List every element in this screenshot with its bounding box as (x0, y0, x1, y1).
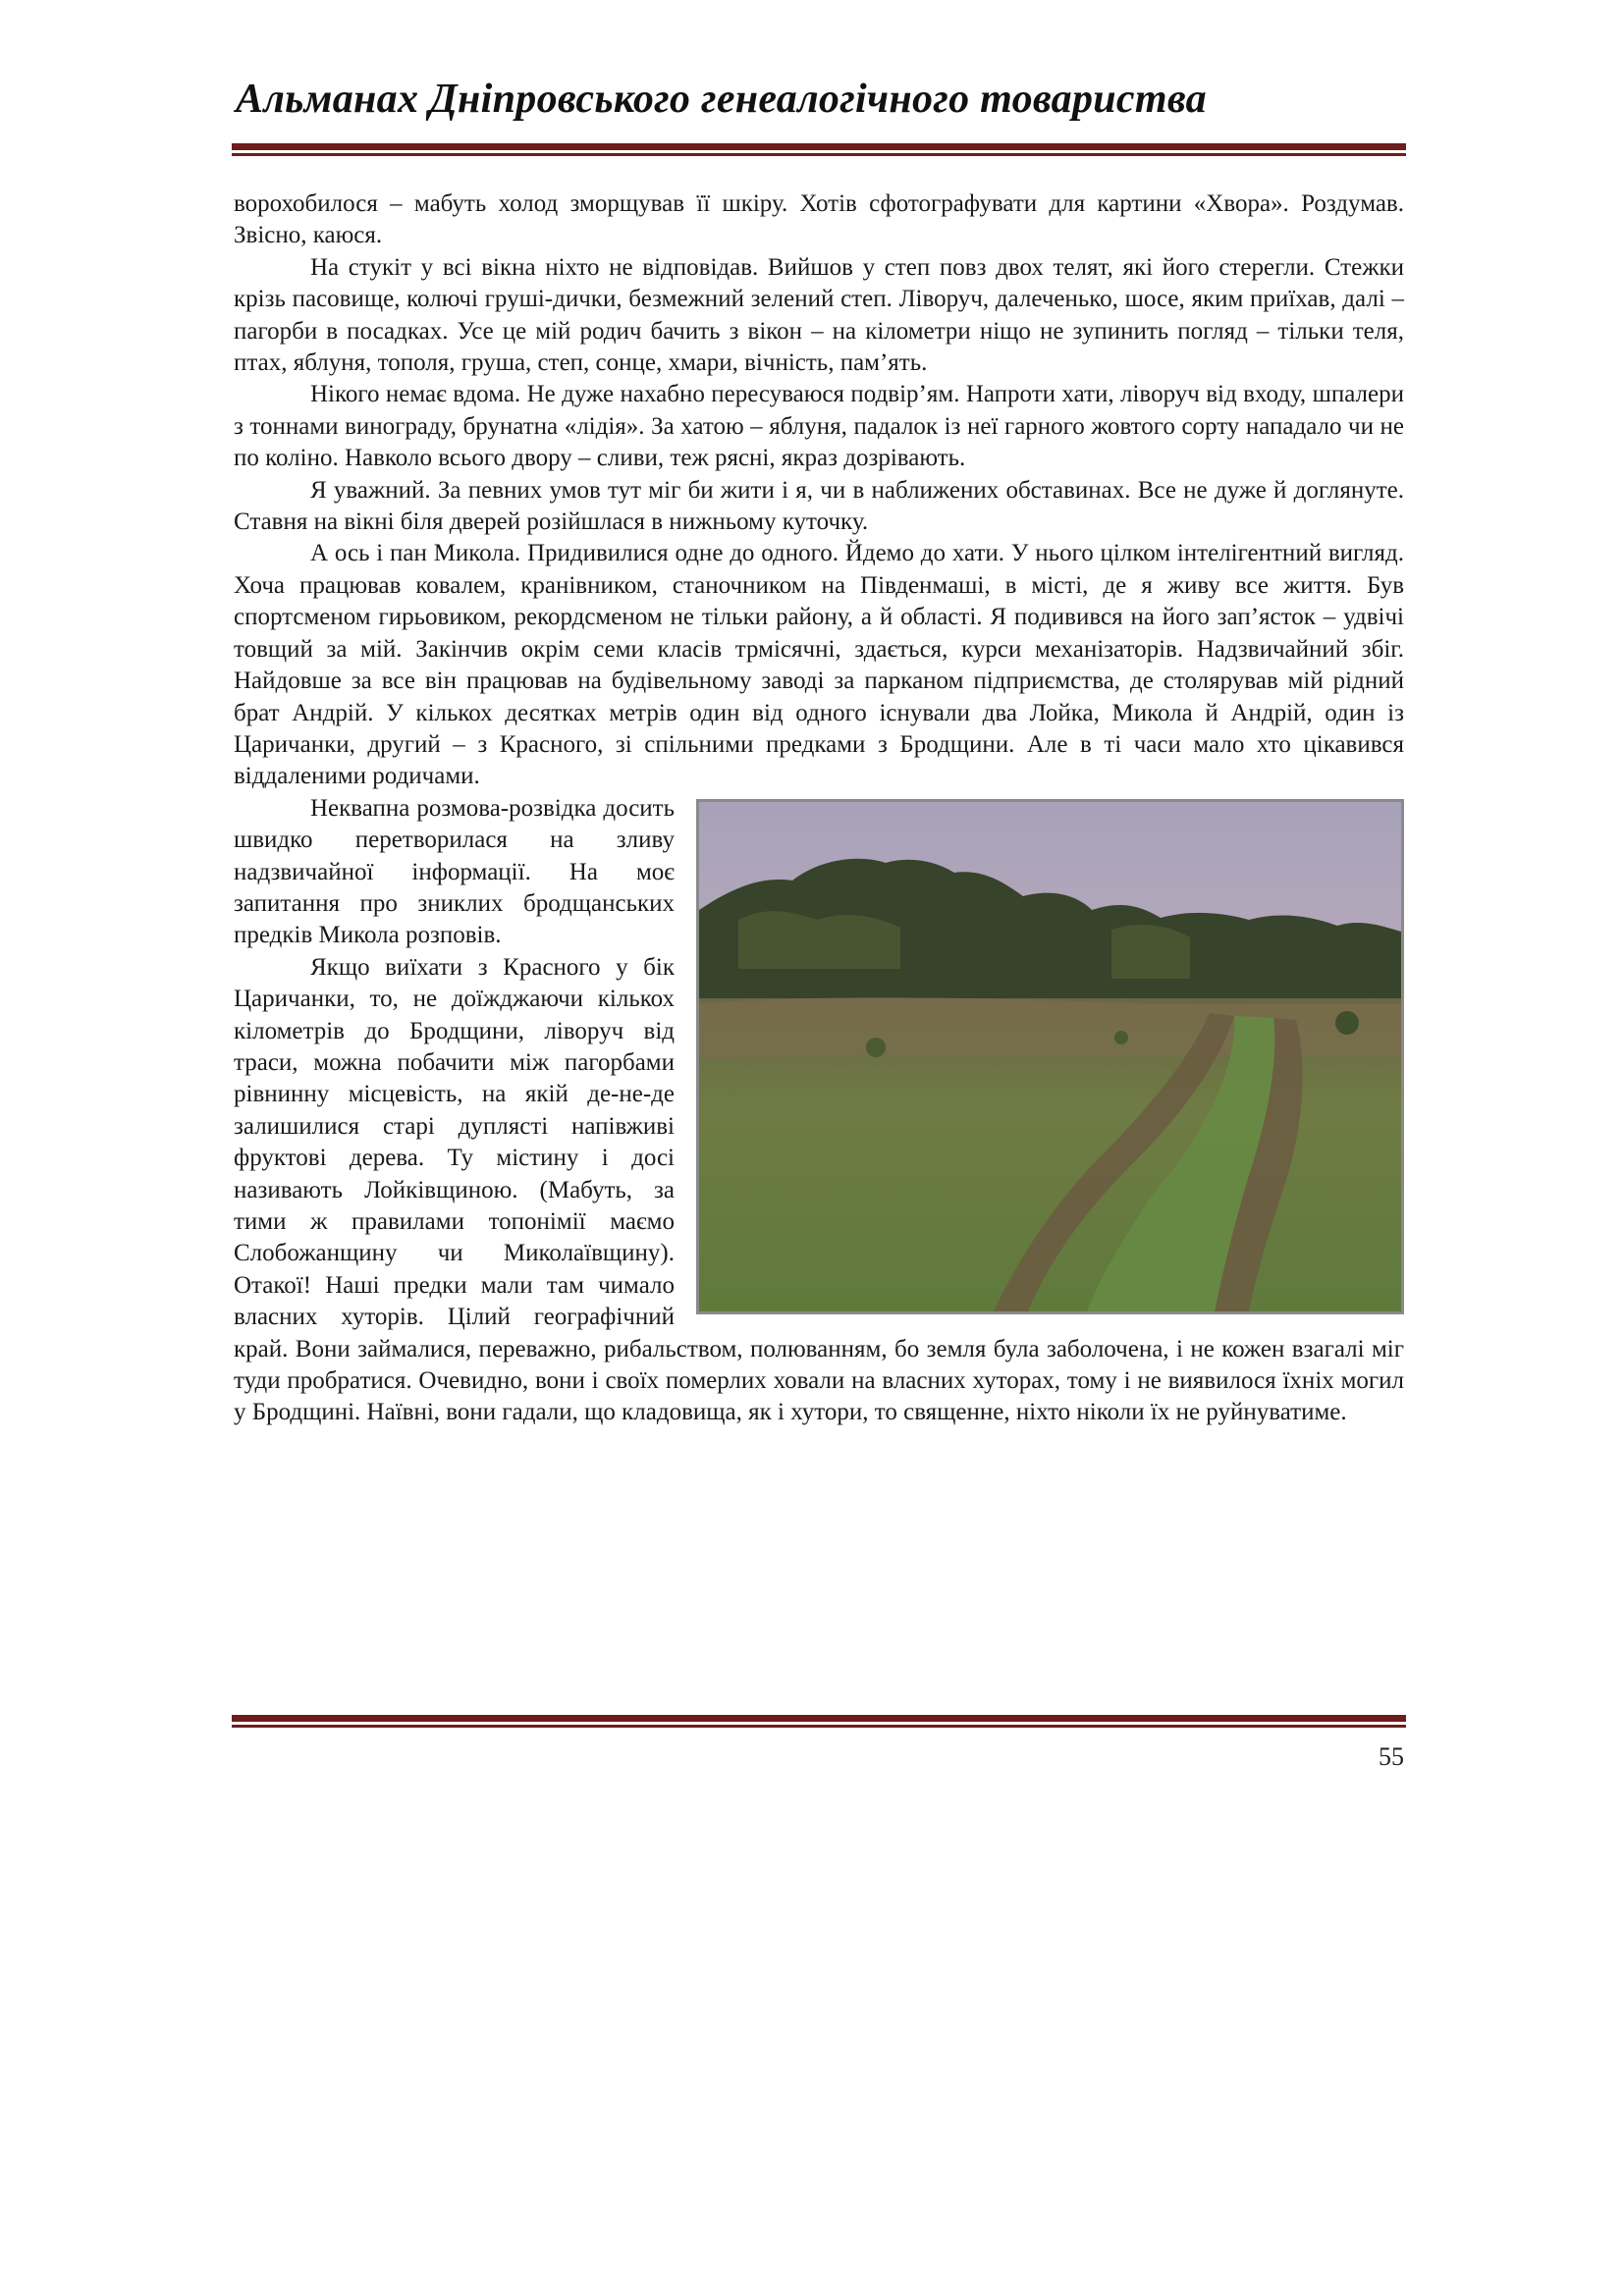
header-rule-thick-line (232, 143, 1406, 150)
paragraph-6: Неквапна розмова-розвідка досить швидко перетворилася на зливу надзвичайної інформації. На моє запитання про зниклих бродщанських предків Микола розповів. (234, 794, 675, 949)
paragraph-4: Я уважний. За певних умов тут міг би жити і я, чи в наближених обставинах. Все не дуже й доглянуте. Ставня на вікні біля дверей розійшлася в нижньому куточку. (234, 476, 1404, 536)
paragraph-5: А ось і пан Микола. Придивилися одне до одного. Йдемо до хати. У нього цілком інтелігентний вигляд. Хоча працював ковалем, кранівником, станочником на Південмаші, в місті, де я живу все життя. Був спортсменом гирьовиком, рекордсменом не тільки району, а й області. Я подивився на його зап’ясток – удвічі товщий за мій. Закінчив окрім семи класів трмісячні, здається, курси механізаторів. Надзвичайний збіг. Найдовше за все він працював на будівельному заводі за парканом підприємства, де столярував мій рідний брат Андрій. У кількох десятках метрів один від одного існували два Лойка, Микола й Андрій, один із Царичанки, другий – з Красного, зі спільними предками з Бродщини. Але в ті часи мало хто цікавився віддаленими родичами. (234, 540, 1404, 790)
shrub-1 (866, 1038, 886, 1057)
article-body (234, 188, 1404, 1429)
journal-title: Альманах Дніпровського генеалогічного товариства (236, 77, 1207, 122)
footer-rule (232, 1715, 1406, 1728)
header-rule-thin-line (232, 153, 1406, 156)
landscape-photo (696, 799, 1404, 1314)
paragraph-1: ворохобилося – мабуть холод зморщував її шкіру. Хотів сфотографувати для картини «Хвора». Роздумав. Звісно, каюся. (234, 190, 1404, 249)
field-photo-illustration (699, 802, 1401, 1311)
shrub-3 (1114, 1031, 1128, 1044)
page-number: 55 (1379, 1742, 1404, 1771)
footer-rule-thin-line (232, 1725, 1406, 1728)
paragraph-3: Нікого немає вдома. Не дуже нахабно пересуваюся подвір’ям. Напроти хати, ліворуч від входу, шпалери з тоннами винограду, брунатна «лідія». За хатою – яблуня, падалок із неї гарного жовтого сорту нападало чи не по коліно. Навколо всього двору – сливи, теж рясні, якраз дозрівають. (234, 381, 1404, 472)
paragraph-7: Якщо виїхати з Красного у бік Царичанки, то, не доїжджаючи кількох кілометрів до Бродщини, ліворуч від траси, можна побачити між пагорбами рівнинну місцевість, на якій де-не-де залишилися старі дуплясті напівживі фруктові дерева. Ту містину і досі називають Лойківщиною. (Мабуть, за тими ж правилами топонімії маємо Слобожанщину чи Миколаївщину). Отакої! Наші предки мали там чимало власних хуторів. Цілий географічний край. Вони займалися, переважно, рибальством, полюванням, бо земля була заболочена, і не кожен взагалі міг туди пробратися. Очевидно, вони і своїх померлих ховали на власних хуторах, тому і не виявилося їхніх могил у Бродщині. Наївні, вони гадали, що кладовища, як і хутори, то священне, ніхто ніколи їх не руйнуватиме. (234, 953, 1404, 1426)
shrub-2 (1335, 1011, 1359, 1035)
paragraph-2: На стукіт у всі вікна ніхто не відповідав. Вийшов у степ повз двох телят, які його стерегли. Стежки крізь пасовище, колючі груші-дички, безмежний зелений степ. Ліворуч, далеченько, шосе, яким приїхав, далі – пагорби в посадках. Усе це мій родич бачить з вікон – на кілометри ніщо не зупинить погляд – тільки теля, птах, яблуня, тополя, груша, степ, сонце, хмари, вічність, пам’ять. (234, 253, 1404, 377)
header-rule (232, 143, 1406, 156)
footer-rule-thick-line (232, 1715, 1406, 1722)
page-header (232, 71, 1406, 128)
